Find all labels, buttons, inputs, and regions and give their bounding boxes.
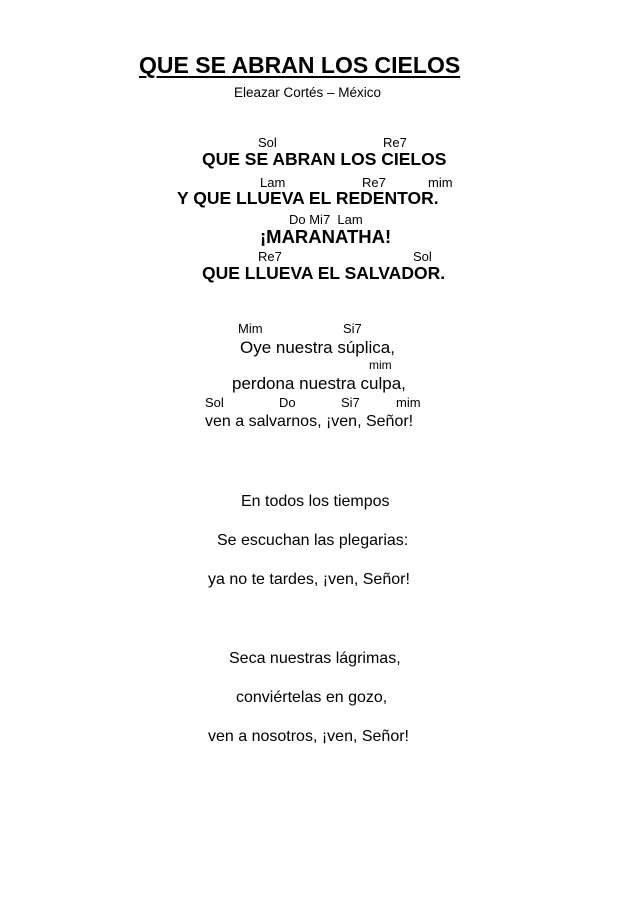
chord: Lam — [260, 175, 286, 190]
chord: Si7 — [341, 395, 360, 410]
chord: Sol — [205, 395, 224, 410]
verse-lyric-line: Oye nuestra súplica, — [240, 338, 395, 357]
verse-lyric-line: Se escuchan las plegarias: — [217, 532, 409, 549]
verse-lyric-line: ven a nosotros, ¡ven, Señor! — [208, 728, 409, 745]
chord: Sol — [413, 249, 432, 264]
chord: mim — [396, 395, 421, 410]
song-author: Eleazar Cortés – México — [234, 85, 382, 100]
chord: mim — [428, 175, 453, 190]
chorus-lyric-line: QUE LLUEVA EL SALVADOR. — [202, 263, 446, 283]
chord: Do Mi7 Lam — [289, 212, 363, 227]
verse-lyric-line: conviértelas en gozo, — [236, 689, 388, 706]
chorus-lyric-line: ¡MARANATHA! — [260, 226, 392, 247]
chord: Si7 — [343, 321, 362, 336]
verse-lyric-line: Seca nuestras lágrimas, — [229, 650, 401, 667]
chord: Mim — [238, 321, 263, 336]
song-title: QUE SE ABRAN LOS CIELOS — [139, 52, 461, 78]
chord: Re7 — [258, 249, 282, 264]
verse-lyric-line: En todos los tiempos — [241, 493, 390, 510]
chord: Sol — [258, 135, 277, 150]
chorus-lyric-line: QUE SE ABRAN LOS CIELOS — [202, 149, 447, 169]
verse-lyric-line: perdona nuestra culpa, — [232, 374, 406, 393]
chord: mim — [369, 358, 392, 372]
chord: Re7 — [362, 175, 386, 190]
verse-lyric-line: ya no te tardes, ¡ven, Señor! — [208, 571, 410, 588]
chord: Do — [279, 395, 296, 410]
chorus-lyric-line: Y QUE LLUEVA EL REDENTOR. — [177, 188, 439, 208]
verse-lyric-line: ven a salvarnos, ¡ven, Señor! — [205, 413, 414, 430]
chord: Re7 — [383, 135, 407, 150]
